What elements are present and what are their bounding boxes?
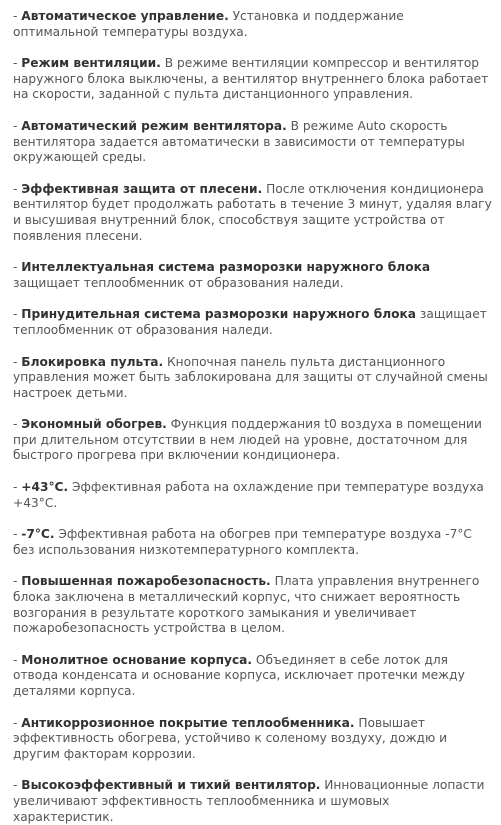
feature-item: [13, 778, 493, 825]
feature-dash: -: [13, 417, 22, 432]
feature-item: [13, 417, 493, 464]
feature-title: Режим вентиляции.: [21, 56, 161, 71]
feature-description: Объединяет в себе лоток для отвода конденсата и основание корпуса, исключает протечки между деталями корпуса.: [13, 652, 465, 698]
feature-dash: -: [13, 56, 22, 71]
feature-item: [13, 355, 493, 402]
feature-item: [13, 260, 493, 291]
feature-item: [13, 307, 493, 338]
feature-dash: -: [13, 9, 22, 23]
feature-dash: -: [13, 354, 22, 369]
feature-description: Кнопочная панель пульта дистанционного управления может быть заблокирована для защиты от случайной смены настроек детьми.: [13, 354, 488, 400]
feature-dash: -: [13, 715, 22, 730]
feature-title: Высокоэффективный и тихий вентилятор.: [21, 778, 321, 793]
feature-title: Интеллектуальная система разморозки наружного блока: [21, 260, 431, 275]
feature-dash: -: [13, 118, 22, 133]
feature-dash: -: [13, 480, 22, 495]
feature-dash: -: [13, 307, 22, 322]
feature-item: [13, 119, 493, 166]
feature-description: Плата управления внутреннего блока заключена в металлический корпус, что снижает вероятность возгорания в результате короткого замыкания и увеличивает пожаробезопасность устройства в целом.: [13, 574, 480, 636]
feature-title: Монолитное основание корпуса.: [21, 652, 253, 667]
feature-description: После отключения кондиционера вентилятор будет продолжать работать в течение 3 минут, удаляя влагу и высушивая внутренний блок, способствуя защите устройства от появления плесени.: [13, 181, 492, 243]
feature-title: Повышенная пожаробезопасность.: [21, 574, 271, 589]
feature-description: Установка и поддержание оптимальной температуры воздуха.: [13, 9, 404, 39]
feature-title: Экономный обогрев.: [21, 417, 167, 432]
feature-item: [13, 653, 493, 700]
feature-item: [13, 527, 493, 558]
feature-item: [13, 9, 493, 40]
feature-description: Эффективная работа на обогрев при температуре воздуха -7°С без использования низкотемпературного комплекта.: [13, 527, 472, 557]
feature-title: Антикоррозионное покрытие теплообменника.: [21, 715, 355, 730]
feature-description: защищает теплообменник от образования наледи.: [13, 275, 344, 290]
feature-description: защищает теплообменник от образования наледи.: [13, 307, 487, 337]
feature-dash: -: [13, 527, 22, 542]
feature-description: В режиме вентиляции компрессор и вентилятор наружного блока выключены, а вентилятор внутреннего блока работает на скорости, заданной с пульта дистанционного управления.: [13, 56, 489, 102]
feature-title: Автоматическое управление.: [21, 9, 229, 23]
feature-title: Блокировка пульта.: [21, 354, 164, 369]
feature-description: Повышает эффективность обогрева, устойчиво к соленому воздуху, дождю и другим факторам коррозии.: [13, 715, 448, 761]
feature-title: +43°С.: [21, 480, 69, 495]
feature-dash: -: [13, 181, 22, 196]
feature-description: Эффективная работа на охлаждение при температуре воздуха +43°С.: [13, 480, 484, 510]
feature-item: [13, 574, 493, 636]
feature-description: В режиме Auto скорость вентилятора задается автоматически в зависимости от температуры окружающей среды.: [13, 118, 465, 165]
feature-dash: -: [13, 778, 22, 793]
feature-title: Автоматический режим вентилятора.: [21, 118, 287, 133]
feature-title: Принудительная система разморозки наружного блока: [21, 307, 417, 322]
feature-item: [13, 182, 493, 244]
feature-description: Инновационные лопасти увеличивают эффективность теплообменника и шумовых характеристик.: [13, 778, 485, 824]
feature-title: -7°С.: [21, 527, 55, 542]
feature-dash: -: [13, 574, 22, 589]
feature-description: Функция поддержания t0 воздуха в помещении при длительном отсутствии в нем людей на уровне, достаточном для быстрого прогрева при включении кондиционера.: [13, 417, 482, 463]
feature-item: [13, 480, 493, 511]
feature-item: [13, 716, 493, 763]
feature-dash: -: [13, 260, 22, 275]
feature-dash: -: [13, 652, 22, 667]
feature-item: [13, 56, 493, 103]
feature-title: Эффективная защита от плесени.: [21, 181, 263, 196]
